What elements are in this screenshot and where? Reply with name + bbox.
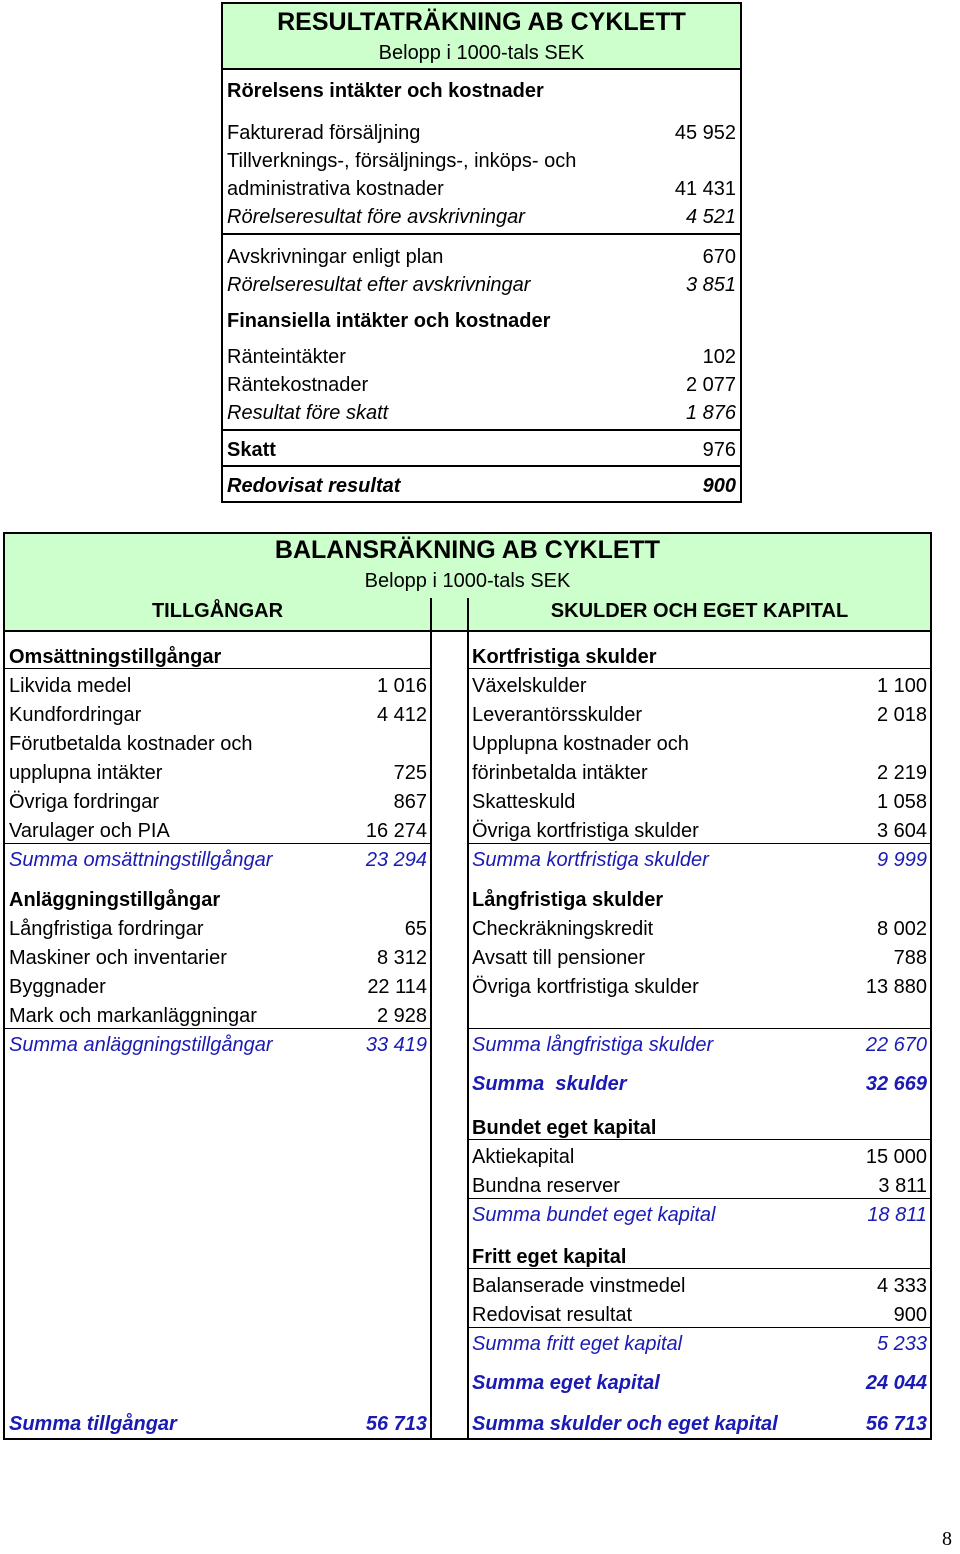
asset-row: Likvida medel 1 016 [9, 675, 427, 697]
equity-subtotal-row: Summa bundet eget kapital 18 811 [472, 1204, 927, 1226]
equity-section-heading: Fritt eget kapital [472, 1246, 627, 1268]
assets-section-heading: Omsättningstillgångar [9, 646, 222, 668]
balance-sheet-title: BALANSRÄKNING AB CYKLETT [274, 536, 661, 564]
asset-row: Mark och markanläggningar 2 928 [9, 1005, 427, 1027]
divider [5, 1028, 430, 1029]
asset-row: Långfristiga fordringar 65 [9, 918, 427, 940]
income-row: Skatt 976 [227, 439, 736, 461]
income-row: Avskrivningar enligt plan 670 [227, 246, 736, 268]
income-statement-title: RESULTATRÄKNING AB CYKLETT [277, 8, 686, 36]
asset-subtotal-row: Summa anläggningstillgångar 33 419 [9, 1034, 427, 1056]
income-row: administrativa kostnader 41 431 [227, 178, 736, 200]
divider [5, 843, 430, 844]
equity-section-heading: Bundet eget kapital [472, 1117, 657, 1139]
equity-row: Aktiekapital 15 000 [472, 1146, 927, 1168]
liability-row: Checkräkningskredit 8 002 [472, 918, 927, 940]
assets-header: TILLGÅNGAR [151, 600, 284, 622]
balance-sheet-subtitle: Belopp i 1000-tals SEK [364, 570, 571, 592]
balance-sheet [3, 532, 932, 1440]
divider [469, 1139, 930, 1140]
income-statement-header [223, 4, 740, 70]
income-row: Räntekostnader 2 077 [227, 374, 736, 396]
divider [469, 668, 930, 669]
income-subtotal-row: Rörelseresultat efter avskrivningar 3 851 [227, 274, 736, 296]
equity-row: Balanserade vinstmedel 4 333 [472, 1275, 927, 1297]
liability-row: Upplupna kostnader och [472, 733, 689, 755]
income-row: Ränteintäkter 102 [227, 346, 736, 368]
equity-total-row: Summa eget kapital 24 044 [472, 1372, 927, 1394]
assets-section-heading: Anläggningstillgångar [9, 889, 221, 911]
divider [469, 1198, 930, 1199]
liabilities-section-heading: Kortfristiga skulder [472, 646, 657, 668]
liabilities-equity-total-row: Summa skulder och eget kapital 56 713 [472, 1413, 927, 1435]
liabilities-header: SKULDER OCH EGET KAPITAL [550, 600, 849, 622]
asset-row: Varulager och PIA 16 274 [9, 820, 427, 842]
divider [223, 233, 740, 235]
income-result-row: Redovisat resultat 900 [227, 475, 736, 497]
asset-row: Förutbetalda kostnader och [9, 733, 253, 755]
divider [223, 465, 740, 467]
income-subtotal-row: Rörelseresultat före avskrivningar 4 521 [227, 206, 736, 228]
column-divider [467, 598, 469, 1438]
income-row: Fakturerad försäljning 45 952 [227, 122, 736, 144]
liability-row: Växelskulder 1 100 [472, 675, 927, 697]
divider [469, 1028, 930, 1029]
divider [5, 668, 430, 669]
liability-subtotal-row: Summa kortfristiga skulder 9 999 [472, 849, 927, 871]
section-heading: Finansiella intäkter och kostnader [227, 310, 551, 332]
equity-row: Bundna reserver 3 811 [472, 1175, 927, 1197]
asset-row: Övriga fordringar 867 [9, 791, 427, 813]
equity-subtotal-row: Summa fritt eget kapital 5 233 [472, 1333, 927, 1355]
divider [469, 1268, 930, 1269]
assets-total-row: Summa tillgångar 56 713 [9, 1413, 427, 1435]
liability-row: Övriga kortfristiga skulder 3 604 [472, 820, 927, 842]
liability-row: Skatteskuld 1 058 [472, 791, 927, 813]
income-statement-subtitle: Belopp i 1000-tals SEK [378, 42, 585, 64]
divider [223, 429, 740, 431]
liability-subtotal-row: Summa långfristiga skulder 22 670 [472, 1034, 927, 1056]
income-subtotal-row: Resultat före skatt 1 876 [227, 402, 736, 424]
column-divider [430, 598, 432, 1438]
liability-row: förinbetalda intäkter 2 219 [472, 762, 927, 784]
liability-total-row: Summa skulder 32 669 [472, 1073, 927, 1095]
income-statement [221, 2, 742, 503]
asset-row: upplupna intäkter 725 [9, 762, 427, 784]
asset-row: Byggnader 22 114 [9, 976, 427, 998]
income-row: Tillverknings-, försäljnings-, inköps- och [227, 150, 577, 172]
divider [469, 843, 930, 844]
equity-row: Redovisat resultat 900 [472, 1304, 927, 1326]
section-heading: Rörelsens intäkter och kostnader [227, 80, 544, 102]
liability-row: Övriga kortfristiga skulder 13 880 [472, 976, 927, 998]
asset-row: Kundfordringar 4 412 [9, 704, 427, 726]
liability-row: Leverantörsskulder 2 018 [472, 704, 927, 726]
liabilities-section-heading: Långfristiga skulder [472, 889, 664, 911]
asset-row: Maskiner och inventarier 8 312 [9, 947, 427, 969]
page-number: 8 [942, 1528, 952, 1550]
divider [469, 1327, 930, 1328]
asset-subtotal-row: Summa omsättningstillgångar 23 294 [9, 849, 427, 871]
liability-row: Avsatt till pensioner 788 [472, 947, 927, 969]
